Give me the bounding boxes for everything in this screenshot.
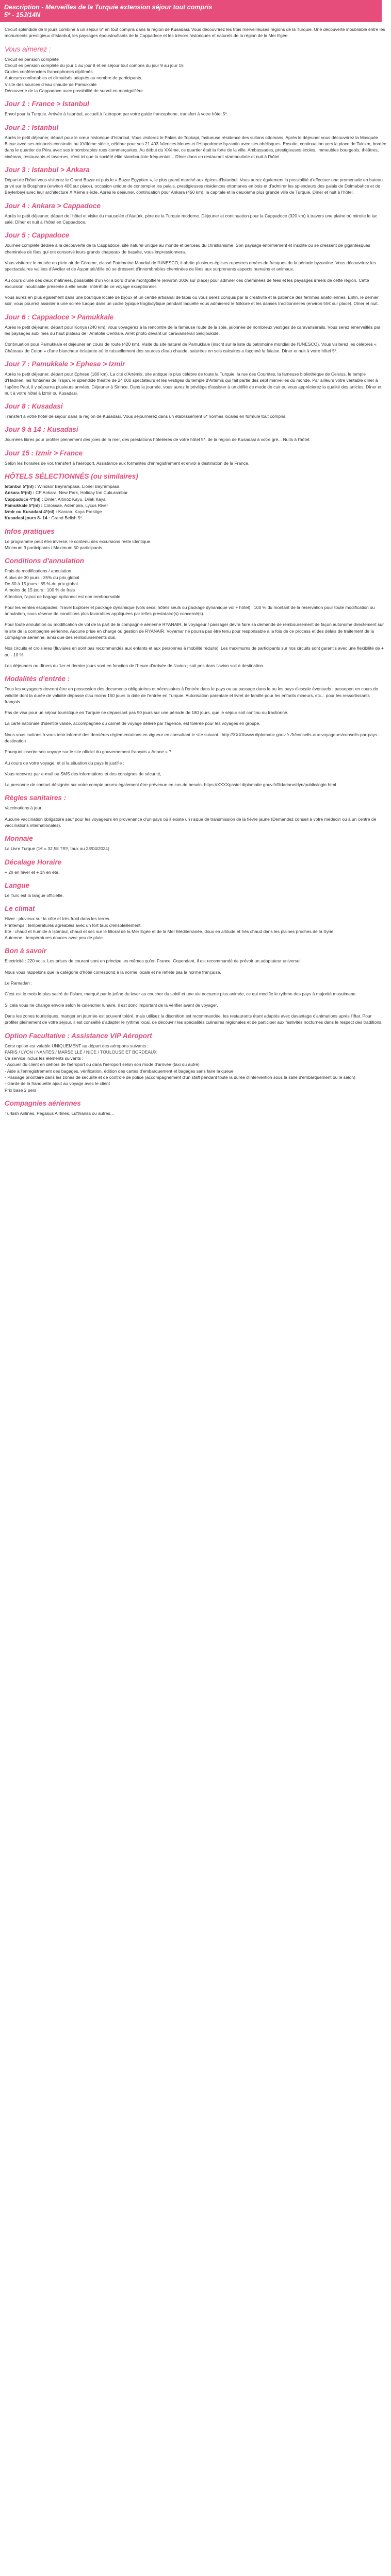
section-heading: Jour 1 : France > Istanbul <box>5 100 89 108</box>
condition-line: Frais de modifications / annulation : <box>5 568 74 574</box>
option-line: Prix base 2 pers <box>5 1087 37 1093</box>
aimerez-item: Découverte de la Cappadoce avec possibilité de survol en montgolfière <box>5 88 143 94</box>
entry-paragraph: Tous les voyageurs devront être en possession des documents obligatoires et nécessaires à l'entrée dans le pays ou au passage dans le ou les pays d'escale éventuels : passeport en cours de validité dont la durée de validité dépasse d'au moins 150 jours la date de l'entrée en Turquie. Autorisation parentale et livret de famille pour les enfants mineurs, etc... pour les ressortissants français. <box>5 686 378 704</box>
hotel-line <box>5 515 386 521</box>
condition-paragraph: Pour les ventes escapades, Travel Explorer et package dynamique (vols secs, hôtels seuls ou package dynamique vol + hôtel) : 100 % du montant de la réservation pour toute modification ou annulation, sous réserve de conditions plus favorables appliquées par le/les prestataire(s) concerné(s). <box>5 604 375 617</box>
section-heading: Monnaie <box>5 835 33 843</box>
entry-paragraph: Vous recevrez par e-mail ou SMS des informations et des consignes de sécurité, <box>5 771 161 776</box>
section-heading: Jour 8 : Kusadasi <box>5 402 63 411</box>
hotel-names: CP Ankara, New Park, Holiday Inn Cukurambar <box>34 490 128 496</box>
hotel-location: Istanbul 5*(nl) : <box>5 483 37 489</box>
day-paragraph: Après le petit déjeuner, départ pour Konya (240 km), vous voyagerez à la rencontre de la fameuse route de la soie, jalonnée de nombreux vestiges de caravansérails. Vous serez émerveillés par les paysages sublimes du haut plateau de l'Anatolie Centrale. Arrêt photo devant un caravansérail Seldjoukide. <box>5 324 381 336</box>
hotel-names: Windsor Bayrampasa, Lionel Bayrampasa <box>36 483 120 489</box>
section-heading: Décalage Horaire <box>5 858 62 866</box>
airlines-text: Turkish Airlines, Pegasus Airlines, Lufthansa ou autres... <box>5 1110 114 1116</box>
section-heading: Modalités d'entrée : <box>5 675 70 683</box>
aimerez-item-group <box>5 56 386 94</box>
intro-paragraph: Circuit splendide de 8 jours combiné à un séjour 5* en tout compris dans la région de Kusadasi. Vous découvrirez les trois merveilleuses régions de la Turquie. Une découverte inoubliable entre les monuments prestigieux d'Istanbul, les paysages époustouflants de la Cappadoce et les trésors historiques et naturels de la région de la Mer Egée. <box>5 27 385 39</box>
timezone-text: + 2h en hiver et + 1h en été. <box>5 869 60 875</box>
spacer <box>5 22 386 26</box>
day-paragraph: Après le petit déjeuner, départ pour Ephese (180 km). La cité d'Artémis, site antique le plus célèbre de toute la Turquie, la rue des Courètes, la fameuse bibliothèque de Celsius, le temple d'Hadrien, les fontaines de Trajan, le splendide théâtre de 24 000 spectateurs et les vestiges du temple d'Artémis qui fait partie des sept merveilles du monde. Par ailleurs votre véritable dîner à l'apôtre Paul, il y séjourna plusieurs années. Déjeuner à Sirince. Dans la journée, vous aurez le privilège d'assister à un défilé de mode de cuir ou vous apprécierez la qualité des articles. Dîner et nuit à votre hôtel à Izmir ou Kusadasi. <box>5 371 382 396</box>
day-paragraph: Après le petit déjeuner, départ pour le cœur historique d'Istanbul. Vous visiterez le Palais de Topkapi, fastueuse résidence des sultans ottomans. Après le déjeuner vous découvrirez la Mosquée Bleue avec ses minarets construits au XVIIème siècle, célèbre pour ses 21 403 faïences bleues et l'Hippodrome byzantin avec ses obélisques. Ensuite, continuation vers la place de Taksim, bordée dans le quartier de Péra avec ses innombrables rues commerçantes. Au début du XXème, ce quartier était la forte de la ville. Ambassades, prestigieuses écoles, immeubles bourgeois, théâtres, cinémas, restaurants et tavernes, c'est ici que la société élite stambouliote fréquentait... Dîner dans un restaurant stambouliote et nuit à l'hôtel. <box>5 134 386 159</box>
section-heading: Jour 3 : Istanbul > Ankara <box>5 165 90 174</box>
section-heading: Le climat <box>5 905 35 913</box>
hotel-line <box>5 502 386 509</box>
language-text: Le Turc est la langue officielle. <box>5 892 64 898</box>
entry-paragraph: Pourquoi inscrire son voyage sur le site officiel du gouvernement français « Ariane » ? <box>5 749 172 755</box>
hotel-location: Cappadoce 4*(nl) : <box>5 496 43 502</box>
aimerez-item: Circuit en pension complète <box>5 56 59 62</box>
description-title-line-1: Description - Merveilles de la Turquie extension séjour tout compris <box>4 4 213 11</box>
section-heading: Jour 7 : Pamukkale > Ephese > Izmir <box>5 360 125 368</box>
health-paragraph: Aucune vaccination obligatoire sauf pour les voyageurs en provenance d'un pays où il existe un risque de transmission de la fièvre jaune (Demandez conseil à votre médecin ou à un centre de vaccinations internationales). <box>5 816 377 828</box>
aimerez-item: Autocars confortables et climatisés adaptés au nombre de participants. <box>5 75 142 81</box>
section-heading: Jour 5 : Cappadoce <box>5 231 70 240</box>
climate-line: Hiver : pluvieux sur la côte et très froid dans les terres. <box>5 916 111 922</box>
tip-paragraph: Le Ramadan : <box>5 980 32 986</box>
section-heading: Infos pratiques <box>5 527 55 535</box>
section-heading: Règles sanitaires : <box>5 794 67 802</box>
hotel-line <box>5 483 386 489</box>
aimerez-item: Visite des sources d'eau chaude de Pamukkale <box>5 81 97 87</box>
hotel-line <box>5 489 386 496</box>
info-line: Minimum 3 participants / Maximum 50 participants <box>5 545 102 551</box>
section-heading: Compagnies aériennes <box>5 1099 81 1107</box>
day-paragraph: Transfert à votre hôtel de séjour dans la région de Kusadasi. Vous séjournerez dans un établissement 5* normes locales en formule tout compris. <box>5 414 287 419</box>
day-paragraph: Départ de l'hôtel vous visiterez le Grand Bazar et puis le « Bazar Egyptien », le plus grand marché aux épices d'Istanbul. Vous aurez également la possibilité d'effectuer une promenade en bateau privé sur le Bosphore (environ 40€ sur place), occasion unique de contempler les palais, prestigieuses résidences ottomanes en bois et d'admirer les splendeurs des palais de Dolmabahce et de Beylerbeyi avec leur architecture XIXème siècle. Après le déjeuner, continuation pour Ankara (450 km), la capitale et la deuxième plus grande ville de Turquie. Dîner et nuit à l'hôtel. <box>5 177 383 195</box>
hotel-names: Karaca, Kaya Prestige <box>57 509 102 515</box>
condition-line: Attention, l'ajout de bagage optionnel est non remboursable. <box>5 594 122 599</box>
climate-line: Printemps : températures agréables avec un fort taux d'ensoleillement. <box>5 922 142 928</box>
climate-line: Eté : chaud et humide à Istanbul, chaud et sec sur le littoral de la Mer Egée et de la Mer Méditerranée, doux en altitude et très chaud dans les plaines proches de la Syrie. <box>5 928 335 934</box>
section-heading: Option Facultative : Assistance VIP Aéroport <box>5 1031 152 1040</box>
health-paragraph: Vaccinations à jour. <box>5 805 43 811</box>
section-heading: Jour 4 : Ankara > Cappadoce <box>5 201 101 210</box>
day-paragraph: Au cours d'une des deux matinées, possibilité d'un vol à bord d'une montgolfière (environ 300€ sur place) pour admirer ces cheminées de fées et les paysages irréels de cette région. Cette excursion inoubliable présente à elle seule l'intérêt de ce voyage exceptionnel. <box>5 277 369 289</box>
climate-line: Automne : températures douces avec peu de pluie. <box>5 935 104 941</box>
entry-paragraph: La carte nationale d'identité valide, accompagnée du carnet de voyage délivré par l'agence, est tolérée pour les voyages en groupe. <box>5 721 260 726</box>
entry-paragraph: La personne de contact désignée sur votre compte pourra également être prévenue en cas de besoin. https://XXXXpastel.diplomatie.gouv.fr/fildariane/dyn/public/login.html <box>5 782 336 788</box>
day-paragraph: Journées libres pour profiter pleinement des joies de la mer, des prestations hôtelières de votre hôtel 5*, de la région de Kusadasi à votre gré... Nuits à l'hôtel. <box>5 437 311 443</box>
tip-paragraph: C'est est le mois le plus sacré de l'islam, marqué par le jeûne du lever au coucher du soleil et une vie nocturne plus animée, ce qui modifie le rythme des pays à majorité musulmane. <box>5 991 357 997</box>
hotel-names: Colossae, Adempira, Lycus River <box>42 502 108 508</box>
hotel-names: Grand Belish 5* <box>50 515 82 521</box>
hotel-line <box>5 496 386 502</box>
day-paragraph: Journée complète dédiée à la découverte de la Cappadoce, site naturel unique au monde et berceau du christianisme. Son paysage énormément et insolite où se dressent de gigantesques cheminées de fées qui ont conservé leurs grands chapeaux de basalte, vous impressionnera. <box>5 243 370 255</box>
currency-text: La Livre Turque (1€ = 32,58 TRY, taux au 23/04/2024) <box>5 846 109 852</box>
day-paragraph: Selon les horaires de vol, transfert à l'aéroport. Assistance aux formalités d'enregistrement et envol à destination de la France. <box>5 460 250 466</box>
climate-line-group <box>5 916 386 941</box>
section-heading: Jour 6 : Cappadoce > Pamukkale <box>5 313 114 321</box>
option-line: - Aide à l'enregistrement des bagages, vérification, édition des cartes d'embarquement et bagages sans faire la queue <box>5 1068 234 1074</box>
option-line: - Passage prioritaire dans les zones de sécurité et de contrôle de police (accompagnement d'un staff pendant toute la durée d'intervention sous la salle d'embarquement ou le salon) <box>5 1075 355 1080</box>
aimerez-item: Circuit en pension complète du jour 1 au jour 8 et en séjour tout compris du jour 9 au jour 15 <box>5 62 184 68</box>
entry-paragraph: Pas de visa pour un séjour touristique en Turquie ne dépassant pas 90 jours sur une période de 180 jours, que le séjour soit continu ou fractionné. <box>5 710 289 716</box>
tip-paragraph: Electricité : 220 volts. Les prises de courant sont en principe les mêmes qu'en France. Cependant, il est recommandé de prévoir un adaptateur universel. <box>5 958 302 964</box>
option-line-group <box>5 1043 386 1093</box>
description-content <box>0 22 391 1126</box>
hotel-location: Pamukkale 5*(nl) : <box>5 502 43 508</box>
tip-paragraph: Si cela vous ne change envoie selon le calendrier lunaire, il est donc important de la vérifier avant de voyager. <box>5 1002 218 1008</box>
option-line: PARIS / LYON / NANTES / MARSEILLE / NICE / TOULOUSE ET BORDEAUX <box>5 1049 157 1055</box>
option-line: Ce service inclus les éléments suivants : <box>5 1056 84 1061</box>
condition-line: De 30 à 15 jours : 85 % du prix global <box>5 581 78 586</box>
section-heading: Jour 2 : Istanbul <box>5 123 59 131</box>
aimerez-item: Guides conférenciers francophones diplômés <box>5 69 93 75</box>
condition-paragraph: Les déjeuners ou dîners du 1er et dernier jours sont en fonction de l'heure d'arrivée de l'avion ; soit pris dans l'avion soit à destination. <box>5 663 265 668</box>
day-paragraph: Envol pour la Turquie. Arrivée à Istanbul, accueil à l'aéroport par votre guide francophone, transfert à votre hôtel 5*. <box>5 111 229 117</box>
info-line: Le programme peut être inversé, le contenu des excursions reste identique. <box>5 538 152 544</box>
condition-line: A moins de 15 jours : 100 % de frais <box>5 587 75 593</box>
section-heading: HÔTELS SÉLECTIONNÉS (ou similaires) <box>5 472 138 480</box>
condition-line-group <box>5 568 386 599</box>
hotel-list <box>5 483 386 521</box>
description-banner <box>0 0 382 22</box>
option-line: - Accueil du client en dehors de l'aéroport ou dans l'aéroport selon son mode d'arrivée (taxi ou autre) <box>5 1062 200 1067</box>
description-title-line-2: 5* - 15J/14N <box>4 11 41 19</box>
section-heading: Conditions d'annulation <box>5 557 84 565</box>
hotel-location: Izmir ou Kusadasi 4*(nl) : <box>5 509 57 515</box>
tip-paragraph: Nous vous rappelons que la catégorie d'hôtel correspond à la norme locale et ne reflète pas la norme française. <box>5 969 221 975</box>
entry-paragraph: Nous vous invitons à vous tenir informé des dernières réglementations en vigueur en consultant le site suivant : http://XXXXwww.diplomatie.gouv.fr /fr/conseils-aux-voyageurs/conseils-par-pays-destination <box>5 732 379 743</box>
hotel-names: Dinler, Altinoz Kayu, Dilek Kaya <box>43 496 106 502</box>
condition-line: A plus de 30 jours : 35% du prix global <box>5 574 79 580</box>
section-heading: Langue <box>5 881 30 889</box>
entry-paragraph: Au cours de votre voyage, et si la situation du pays le justifie : <box>5 760 124 766</box>
hotel-line <box>5 509 386 515</box>
tip-paragraph: Dans les zones touristiques, manger en journée est souvent toléré, mais utilisez la discrétion est recommandée, les restaurants étant adaptés avec davantage d'animations après l'Iftar. Pour profiter pleinement de votre séjour, il est conseillé d'adapter le rythme local, de découvrir les spécialités culinaires régionales et de participer aux festivités nocturnes dans le respect des traditions. <box>5 1013 383 1025</box>
info-line-group <box>5 538 386 551</box>
day-paragraph: Après le petit déjeuner, départ de l'hôtel et visite du mausolée d'Atatürk, père de la Turquie moderne. Déjeuner et continuation pour la Cappadoce (320 km) à travers une plaine où miroite le lac salé. Dîner et nuit à l'hôtel en Cappadoce. <box>5 213 378 225</box>
day-paragraph: Vous aurez en plus également dans une boutique locale de bijoux et un centre artisanal de tapis où vous serez conquis par la créativité et la patience des femmes anatoliennes. Enfin, le dernier soir, vous pourrez assister à une soirée turque dans un cadre typique troglodytique pendant laquelle vous admirerez le folklore et les danses traditionnelles (environ 55€ sur place). Dîner et nuit. <box>5 295 379 307</box>
day-paragraph: Vous visiterez le musée en plein air de Göreme, classé Patrimoine Mondial de l'UNESCO, il abrite plusieurs églises rupestres ornées de fresques de la période byzantine. Vous découvrirez les spectaculaires vallées d'Avcilar et de Aşıpınarlı/dille où se dressent d'innombrables cheminées de fées aux surprenants aspects humains et animaux. <box>5 260 376 272</box>
condition-paragraph: Nos circuits et croisières (fluviales en sont pas recommandés aux enfants et aux personnes à mobilité réduite). Les maximums de participants sur nos circuits sont garantis avec une flexibilité de + ou - 10 %. <box>5 646 384 657</box>
section-heading: Bon à savoir <box>5 947 47 955</box>
section-heading: Vous aimerez : <box>5 45 51 53</box>
option-line: - Garde de la franquette ajout au voyage avec le client <box>5 1081 110 1087</box>
section-heading: Jour 15 : Izmir > France <box>5 449 83 457</box>
option-line: Cette option est valable UNIQUEMENT au départ des aéroports suivants : <box>5 1043 149 1048</box>
condition-paragraph: Pour toute annulation ou modification de vol de la part de la compagnie aérienne RYANAIR, le voyageur / passager devra faire sa demande de remboursement de façon autonome directement sur le site de la compagnie aérienne. Aucune prise en charge ou gestion de RYANAIR. Voyamar ne pourra pas être tenu pour responsable à la fois de ce process et des délais de traitement de la compagnie aérienne, ainsi que des remboursements dûs. <box>5 622 384 640</box>
hotel-location: Kusadasi jours 8- 14 : <box>5 515 50 521</box>
hotel-location: Ankara 5*(nl) : <box>5 490 35 496</box>
section-heading: Jour 9 à 14 : Kusadasi <box>5 426 78 434</box>
day-paragraph: Continuation pour Pamukkale et déjeuner en cours de route (420 km). Visite du site naturel de Pamukkale (inscrit sur la liste du patrimoine mondial de l'UNESCO). Vous visiterez les célèbres « Châteaux de Coton » d'une blancheur éclatante où le ruissellement des sources d'eau chaude, saturées en sels calcaires a façonné la falaise. Dîner et nuit à votre hôtel 5*. <box>5 342 377 353</box>
